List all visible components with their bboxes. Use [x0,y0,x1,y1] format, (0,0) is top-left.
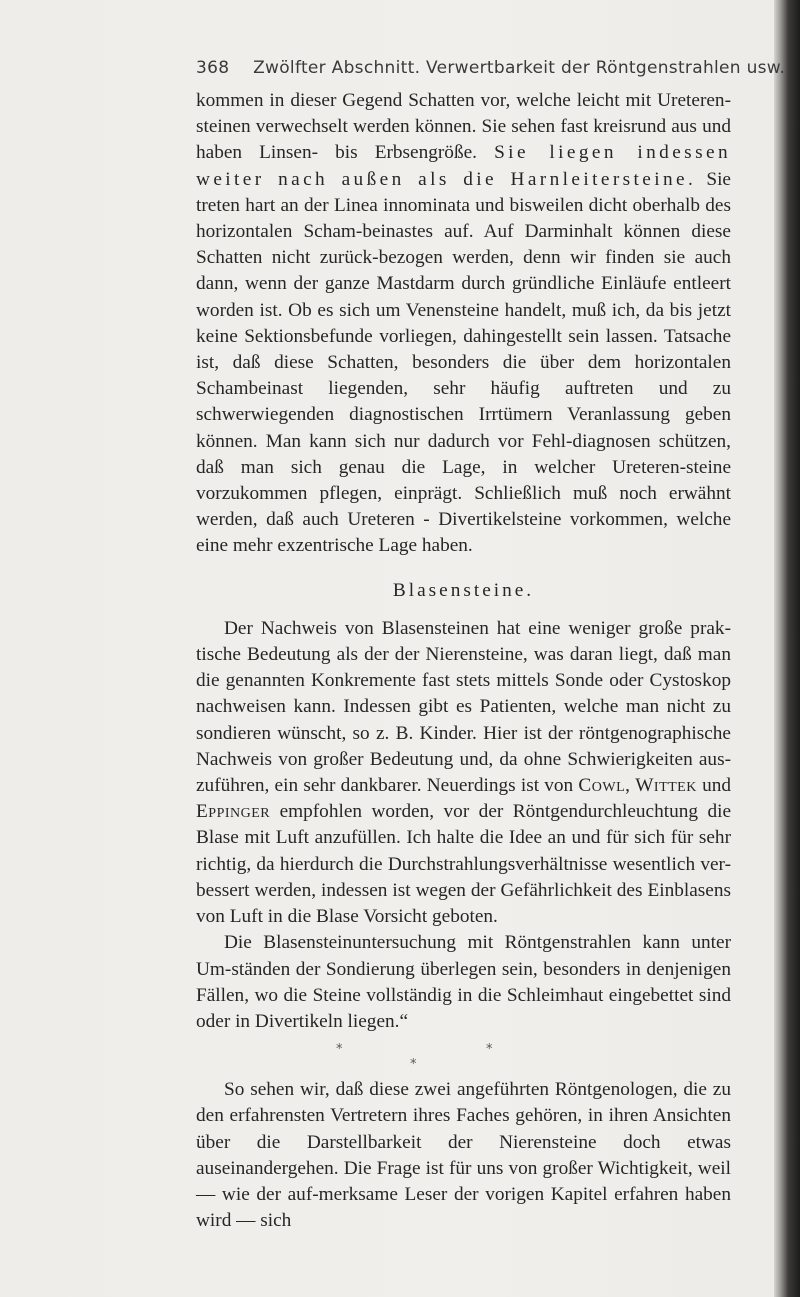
author-name: Cowl [578,775,626,797]
paragraph-examination: Die Blasensteinuntersuchung mit Röntgenstrahlen kann unter Um-ständen der Sondierung überlegen sein, besonders in denjenigen Fällen, wo die Steine vollständig in die Schleimhaut eingebettet sind oder in Divertikeln liegen.“ [196,932,731,1032]
paragraph-text: empfohlen worden, vor der Röntgendurchleuchtung die Blase mit Luft anzufüllen. Ich halte die Idee an und für sich für sehr richtig, da hierdurch die Durchstrahlungsverhältnisse wesentlich ver-bessert werden, indessen ist wegen der Gefährlichkeit des Einblasens von Luft in die Blase Vorsicht geboten. [196,801,731,928]
asterisk: * [486,1042,493,1058]
running-title: Zwölfter Abschnitt. Verwertbarkeit der Röntgenstrahlen usw. [253,58,786,78]
page-edge-shadow [774,0,800,1297]
body-text [196,88,731,1234]
paragraph-bladder-stones [196,616,731,930]
running-header [196,58,785,78]
asterisk: * [410,1057,417,1073]
asterism-separator [196,1035,731,1077]
emphasized-text: Sie liegen indessen weiter nach außen als die Harnleitersteine. [196,142,731,190]
paragraph-text: und [696,775,732,797]
section-heading: Blasensteine. [392,579,535,601]
author-name: Eppinger [196,801,271,823]
author-name: Wittek [635,775,697,797]
paragraph-text: kommen in dieser Gegend Schatten vor, welche leicht mit Ureteren-steinen verwechselt werden können. Sie sehen fast kreisrund aus und haben Linsen- bis Erbsengröße. [196,90,731,164]
asterisk: * [336,1042,343,1058]
paragraph-text: Der Nachweis von Blasensteinen hat eine weniger große prak-tische Bedeutung als der der Nierensteine, was daran liegt, daß man die genannten Konkremente fast stets mittels Sonde oder Cystoskop nachweisen kann. Indessen gibt es Patienten, welche man nicht zu sondieren wünscht, so z. B. Kinder. Hier ist der röntgenographische Nachweis von großer Bedeutung und, da ohne Schwierigkeiten aus-zuführen, ein sehr dankbarer. Neuerdings ist von [196,617,731,797]
paragraph-conclusion: So sehen wir, daß diese zwei angeführten Röntgenologen, die zu den erfahrensten Vertretern ihres Faches gehören, in ihren Ansichten über die Darstellbarkeit der Nierensteine doch etwas auseinandergehen. Die Frage ist für uns von großer Wichtigkeit, weil — wie der auf-merksame Leser der vorigen Kapitel erfahren haben wird — sich [196,1079,731,1232]
paragraph-text: Sie treten hart an der Linea innominata und bisweilen dicht oberhalb des horizontalen Scham-beinastes auf. Auf Darminhalt können diese Schatten nicht zurück-bezogen werden, denn wir finden sie auch dann, wenn der ganze Mastdarm durch gründliche Einläufe entleert worden ist. Ob es sich um Venensteine handelt, muß ich, da bis jetzt keine Sektionsbefunde vorliegen, dahingestellt sein lassen. Tatsache ist, daß diese Schatten, besonders die über dem horizontalen Schambeinast liegenden, sehr häufig auftreten und zu schwerwiegenden diagnostischen Irrtümern Veranlassung geben können. Man kann sich nur dadurch vor Fehl-diagnosen schützen, daß man sich genau die Lage, in welcher Ureteren-steine vorzukommen pflegen, einprägt. Schließlich muß noch erwähnt werden, daß auch Ureteren - Divertikelsteine vorkommen, welche eine mehr exzentrische Lage haben. [196,168,731,557]
paragraph-ureteral-stones [196,88,731,560]
paragraph-text: , [625,775,636,797]
page-number: 368 [196,58,230,78]
